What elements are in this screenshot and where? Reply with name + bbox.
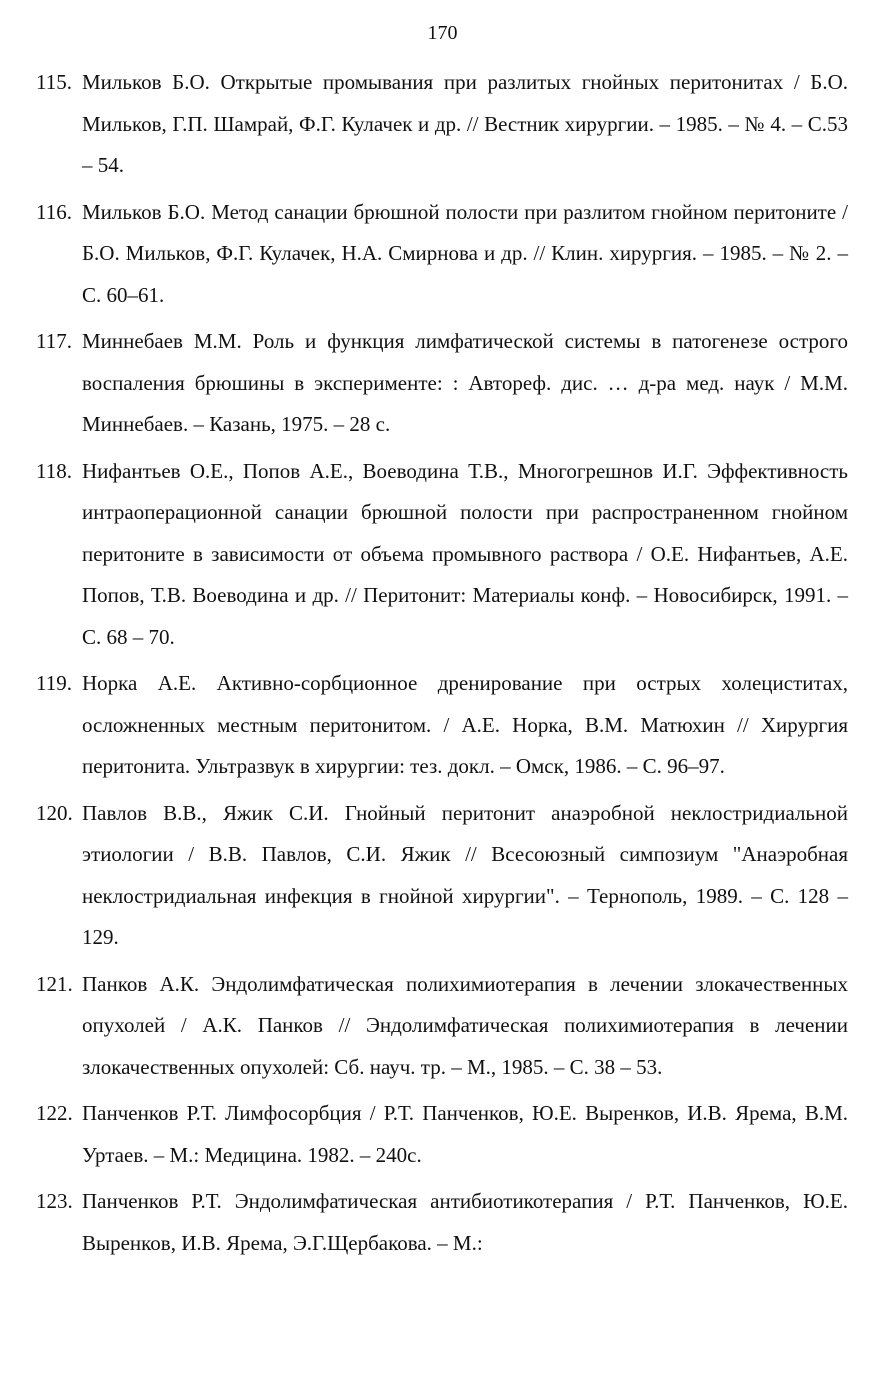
reference-text: Мильков Б.О. Метод санации брюшной полости при разлитом гнойном перитоните / Б.О. Мильков, Ф.Г. Кулачек, Н.А. Смирнова и др. // Клин. хирургия. – 1985. – № 2. – С. 60–61. bbox=[82, 199, 848, 307]
reference-item bbox=[36, 62, 848, 187]
reference-item bbox=[36, 321, 848, 446]
reference-number: 118. bbox=[36, 458, 72, 483]
reference-number: 117. bbox=[36, 329, 72, 353]
reference-item bbox=[36, 793, 848, 959]
reference-number: 119. bbox=[36, 671, 72, 695]
reference-text: Миннебаев М.М. Роль и функция лимфатической системы в патогенезе острого воспаления брюшины в эксперименте: : Автореф. дис. … д-ра мед. наук / М.М. Миннебаев. – Казань, 1975. – 28 с. bbox=[82, 329, 848, 436]
reference-number: 116. bbox=[36, 199, 72, 224]
reference-text: Нифантьев О.Е., Попов А.Е., Воеводина Т.В., Многогрешнов И.Г. Эффективность интраоперационной санации брюшной полости при распространенном гнойном перитоните в зависимости от объема промывного раствора / О.Е. Нифантьев, А.Е. Попов, Т.В. Воеводина и др. // Перитонит: Материалы конф. – Новосибирск, 1991. – С. 68 – 70. bbox=[82, 458, 848, 649]
reference-item bbox=[36, 1093, 848, 1176]
reference-number: 123. bbox=[36, 1189, 73, 1213]
reference-item bbox=[36, 964, 848, 1089]
reference-number: 120. bbox=[36, 800, 73, 825]
reference-number: 115. bbox=[36, 70, 72, 94]
reference-item bbox=[36, 192, 848, 317]
page-number: 170 bbox=[427, 22, 458, 44]
reference-number: 122. bbox=[36, 1101, 73, 1125]
reference-list bbox=[36, 62, 848, 1269]
reference-text: Мильков Б.О. Открытые промывания при разлитых гнойных перитонитах / Б.О. Мильков, Г.П. Шамрай, Ф.Г. Кулачек и др. // Вестник хирургии. – 1985. – № 4. – С.53 – 54. bbox=[82, 70, 848, 177]
reference-text: Норка А.Е. Активно-сорбционное дренирование при острых холециститах, осложненных местным перитонитом. / А.Е. Норка, В.М. Матюхин // Хирургия перитонита. Ультразвук в хирургии: тез. докл. – Омск, 1986. – С. 96–97. bbox=[82, 671, 848, 778]
reference-item bbox=[36, 1181, 848, 1264]
reference-text: Павлов В.В., Яжик С.И. Гнойный перитонит анаэробной неклостридиальной этиологии / В.В. Павлов, С.И. Яжик // Всесоюзный симпозиум "Анаэробная неклостридиальная инфекция в гнойной хирургии". – Тернополь, 1989. – С. 128 – 129. bbox=[82, 800, 848, 949]
reference-number: 121. bbox=[36, 971, 73, 996]
reference-text: Панченков Р.Т. Лимфосорбция / Р.Т. Панченков, Ю.Е. Выренков, И.В. Ярема, В.М. Уртаев. – М.: Медицина. 1982. – 240с. bbox=[82, 1101, 848, 1167]
reference-text: Панченков Р.Т. Эндолимфатическая антибиотикотерапия / Р.Т. Панченков, Ю.Е. Выренков, И.В. Ярема, Э.Г.Щербакова. – М.: bbox=[82, 1189, 848, 1255]
reference-text: Панков А.К. Эндолимфатическая полихимиотерапия в лечении злокачественных опухолей / А.К. Панков // Эндолимфатическая полихимиотерапия в лечении злокачественных опухолей: Сб. науч. тр. – М., 1985. – С. 38 – 53. bbox=[82, 971, 848, 1079]
reference-item bbox=[36, 451, 848, 659]
reference-item bbox=[36, 663, 848, 788]
